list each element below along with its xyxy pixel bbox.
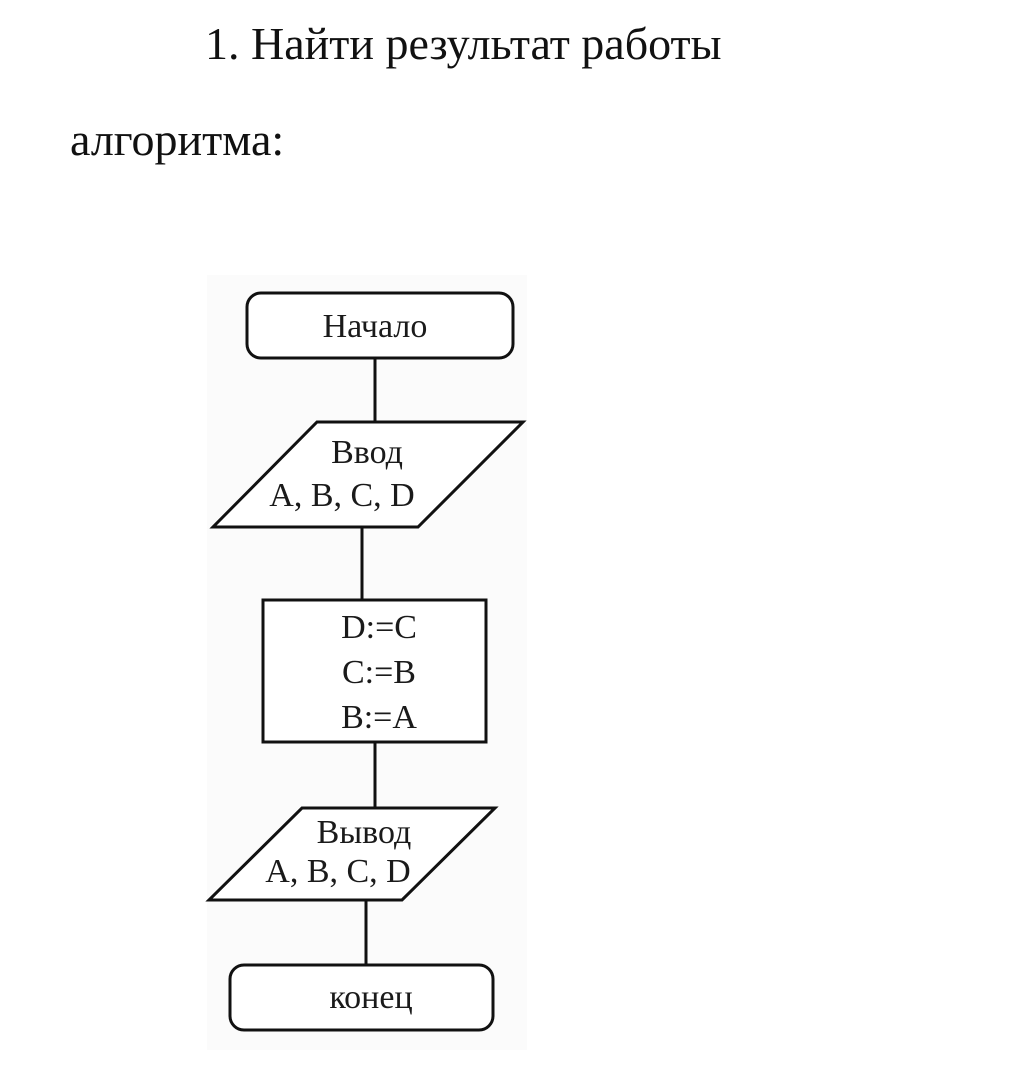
process-line2: C:=B bbox=[342, 654, 416, 691]
input-vars: A, B, C, D bbox=[269, 477, 415, 514]
start-label: Начало bbox=[322, 308, 428, 345]
task-title-line1: 1. Найти результат работы bbox=[205, 18, 722, 69]
output-vars: A, B, C, D bbox=[265, 853, 411, 890]
input-title: Ввод bbox=[331, 434, 403, 471]
process-line3: B:=A bbox=[341, 699, 417, 736]
output-title: Вывод bbox=[316, 814, 412, 851]
task-title-line2: алгоритма: bbox=[70, 114, 285, 165]
end-label: конец bbox=[329, 979, 413, 1016]
process-line1: D:=C bbox=[341, 609, 417, 646]
